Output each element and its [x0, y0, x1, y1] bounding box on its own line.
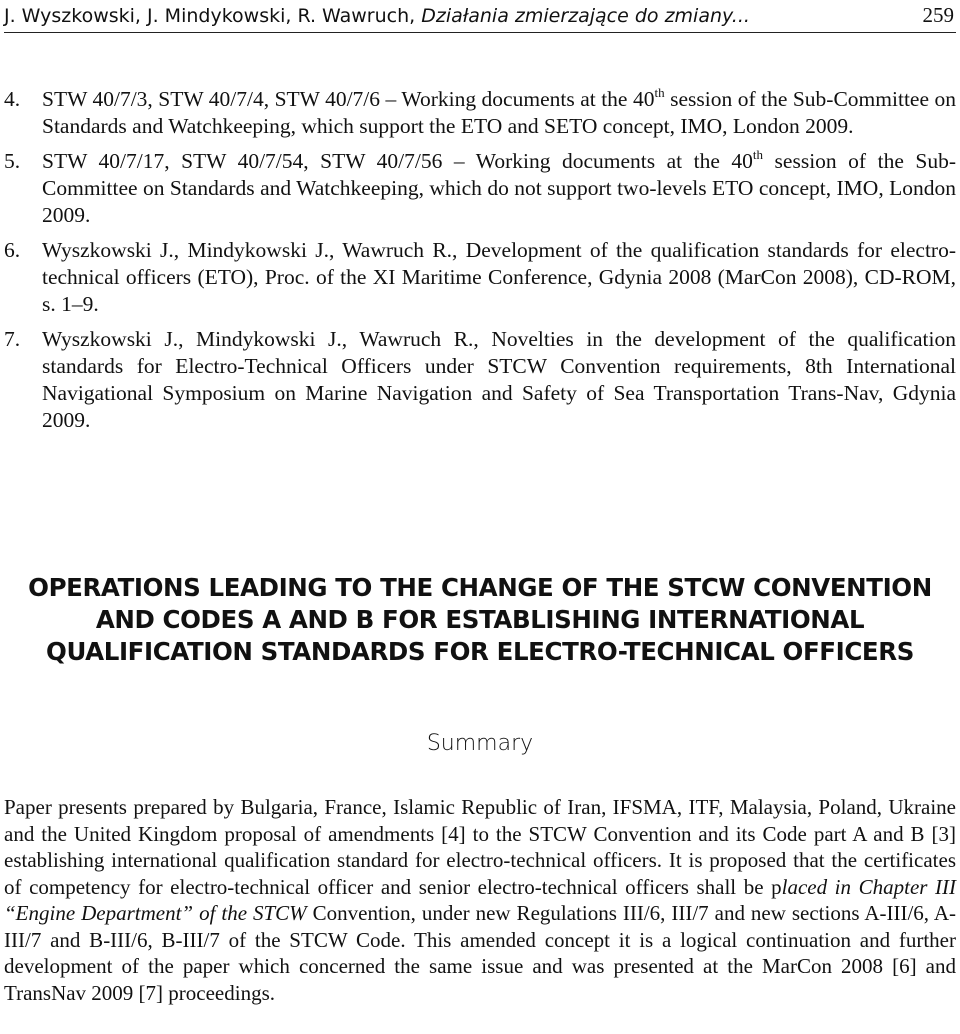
- reference-text: STW 40/7/3, STW 40/7/4, STW 40/7/6 – Working documents at the 40: [42, 87, 655, 111]
- reference-item: [4, 326, 956, 434]
- reference-number: 5.: [4, 149, 21, 173]
- page-number: 259: [922, 3, 954, 27]
- reference-text: Wyszkowski J., Mindykowski J., Wawruch R., Development of the qualification standards for electro-technical officers (ETO), Proc. of the XI Maritime Conference, Gdynia 2008 (MarCon 2008), CD-ROM, s. 1–9.: [42, 238, 956, 316]
- reference-text: Wyszkowski J., Mindykowski J., Wawruch R., Novelties in the development of the qualification standards for Electro-Technical Officers under STCW Convention requirements, 8th International Navigational Symposium on Marine Navigation and Safety of Sea Transportation Trans-Nav, Gdynia 2009.: [42, 327, 956, 432]
- summary-italic-text: laced in Chapter III “Engine Department” of the STCW: [4, 874, 957, 925]
- reference-list: [4, 86, 956, 442]
- header-authors: J. Wyszkowski, J. Mindykowski, R. Wawruch,: [4, 5, 416, 27]
- summary-body: [4, 794, 956, 1006]
- summary-heading: Summary: [426, 731, 534, 756]
- reference-item: [4, 86, 956, 140]
- running-header: [4, 2, 956, 33]
- paper-title: [0, 572, 960, 668]
- title-line: QUALIFICATION STANDARDS FOR ELECTRO-TECHNICAL OFFICERS: [46, 637, 914, 666]
- reference-text: STW 40/7/17, STW 40/7/54, STW 40/7/56 – Working documents at the 40: [42, 149, 753, 173]
- reference-number: 6.: [4, 238, 21, 262]
- reference-item: [4, 237, 956, 318]
- title-line: AND CODES A AND B FOR ESTABLISHING INTERNATIONAL: [95, 605, 865, 634]
- reference-text-cont: session of the Sub-Committee on Standards and Watchkeeping, which do not support two-levels ETO concept, IMO, London 2009.: [42, 149, 956, 227]
- reference-item: [4, 148, 956, 229]
- header-citation: [4, 5, 750, 27]
- summary-text-cont: Convention, under new Regulations III/6, III/7 and new sections A-III/6, A-III/7 and B-III/6, B-III/7 of the STCW Code. This amended concept it is a logical continuation and further development of the paper which concerned the same issue and was presented at the MarCon 2008 [6] and TransNav 2009 [7] proceedings.: [4, 901, 957, 1005]
- reference-text-cont: session of the Sub-Committee on Standards and Watchkeeping, which support the ETO and SETO concept, IMO, London 2009.: [42, 87, 956, 138]
- reference-superscript: th: [752, 147, 764, 162]
- title-line: OPERATIONS LEADING TO THE CHANGE OF THE STCW CONVENTION: [28, 573, 932, 602]
- header-journal: Działania zmierzające do zmiany...: [421, 5, 750, 27]
- reference-number: 7.: [4, 327, 21, 351]
- reference-superscript: th: [654, 85, 665, 100]
- reference-number: 4.: [4, 87, 21, 111]
- summary-text: Paper presents prepared by Bulgaria, France, Islamic Republic of Iran, IFSMA, ITF, Malaysia, Poland, Ukraine and the United Kingdom proposal of amendments [4] to the STCW Convention and its Code part A and B [3] establishing international qualification standard for electro-technical officers. It is proposed that the certificates of competency for electro-technical officer and senior electro-technical officers shall be p: [4, 795, 956, 899]
